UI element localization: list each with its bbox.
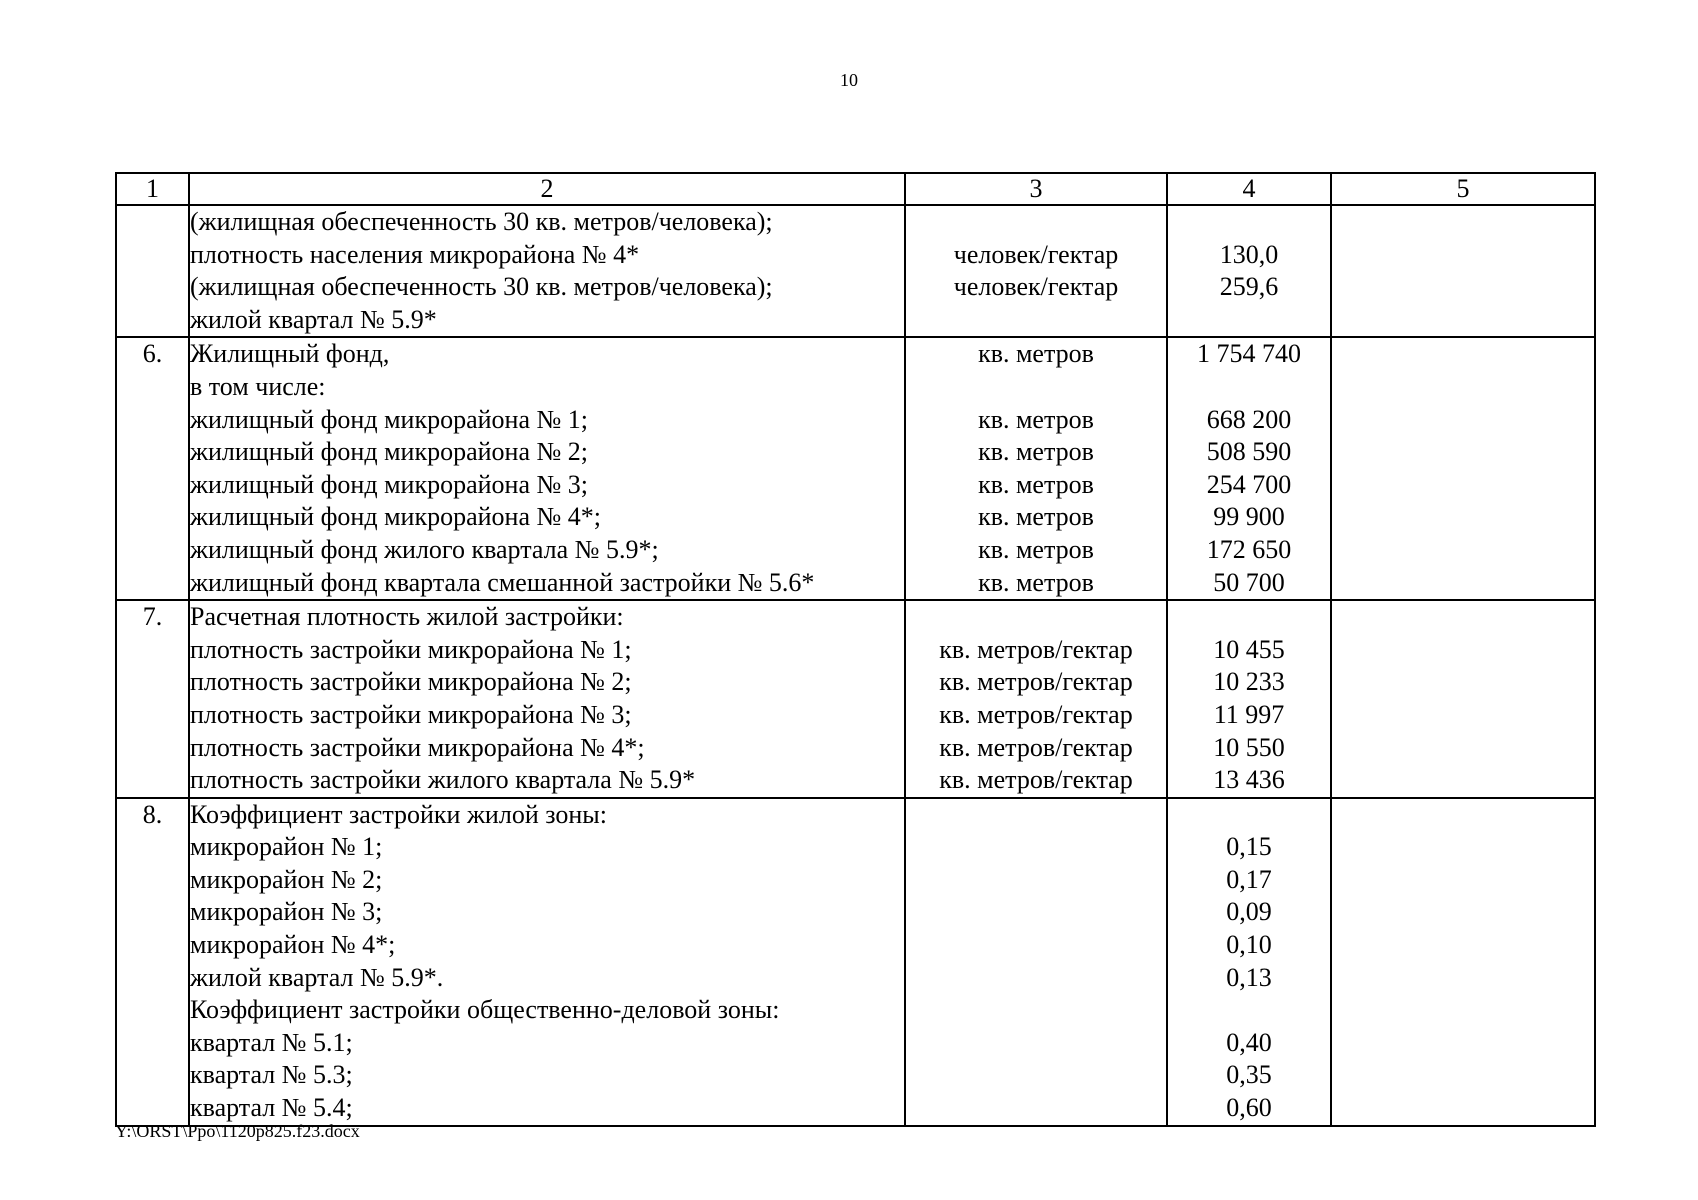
row-number-cell [116, 798, 189, 1126]
indicator-value: 1 754 740 [1197, 339, 1301, 369]
indicator-name: микрорайон № 1; [190, 832, 383, 862]
indicator-name: жилищный фонд микрорайона № 2; [190, 437, 589, 467]
unit-label: кв. метров/гектар [939, 765, 1133, 795]
indicator-name: жилищный фонд микрорайона № 3; [190, 469, 589, 499]
indicator-name: квартал № 5.1; [190, 1027, 353, 1057]
indicator-value: 668 200 [1206, 404, 1292, 434]
indicator-value: 10 455 [1213, 634, 1285, 664]
unit-label: человек/гектар [953, 239, 1119, 269]
table-row [116, 600, 1595, 798]
indicator-value: 508 590 [1206, 437, 1292, 467]
unit-label [906, 304, 1166, 337]
unit-label: кв. метров [978, 567, 1094, 597]
row-number-cell [116, 600, 189, 798]
row-number: 6. [142, 339, 163, 369]
indicator-value: 11 997 [1213, 699, 1285, 729]
row-number-cell [116, 337, 189, 600]
row-number: 8. [142, 799, 163, 829]
indicator-value: 259,6 [1219, 272, 1279, 302]
unit-cell [905, 337, 1167, 600]
unit-label: кв. метров [978, 534, 1094, 564]
unit-label: кв. метров/гектар [939, 634, 1133, 664]
indicator-value: 10 233 [1213, 667, 1285, 697]
indicator-value [1168, 799, 1330, 832]
unit-label: человек/гектар [953, 272, 1119, 302]
value-cell [1167, 798, 1331, 1126]
table-row [116, 337, 1595, 600]
table-body [116, 205, 1595, 1126]
indicator-name: микрорайон № 4*; [190, 930, 396, 960]
row-number: 7. [142, 602, 163, 632]
unit-label: кв. метров/гектар [939, 732, 1133, 762]
unit-label [906, 371, 1166, 404]
indicator-name: Расчетная плотность жилой застройки: [190, 602, 624, 632]
indicator-value: 0,10 [1226, 930, 1272, 960]
value-cell [1167, 600, 1331, 798]
indicator-value: 13 436 [1213, 765, 1285, 795]
indicator-value: 254 700 [1206, 469, 1292, 499]
indicator-name: жилищный фонд квартала смешанной застройки № 5.6* [190, 567, 815, 597]
indicator-value: 172 650 [1206, 534, 1292, 564]
header-cell-4: 4 [1167, 173, 1331, 205]
indicator-name-cell [189, 205, 905, 337]
unit-label [906, 896, 1166, 929]
indicator-value [1168, 206, 1330, 239]
unit-label [906, 831, 1166, 864]
unit-label: кв. метров/гектар [939, 667, 1133, 697]
indicator-value: 99 900 [1213, 502, 1285, 532]
indicator-value [1168, 994, 1330, 1027]
empty-column-5-cell [1331, 337, 1595, 600]
page-number: 10 [840, 70, 858, 90]
table-row [116, 798, 1595, 1126]
unit-label [906, 1059, 1166, 1092]
indicator-value [1168, 601, 1330, 634]
indicator-value: 0,35 [1226, 1060, 1272, 1090]
indicator-name: жилищный фонд микрорайона № 4*; [190, 502, 602, 532]
unit-label [906, 601, 1166, 634]
indicator-name: (жилищная обеспеченность 30 кв. метров/человека); [190, 207, 773, 236]
indicator-name: микрорайон № 3; [190, 897, 383, 927]
indicator-value: 0,15 [1226, 832, 1272, 862]
indicator-name: Коэффициент застройки общественно-деловой зоны: [190, 995, 780, 1025]
value-cell [1167, 337, 1331, 600]
row-number-cell [116, 205, 189, 337]
unit-cell [905, 600, 1167, 798]
unit-label: кв. метров [978, 404, 1094, 434]
indicator-name: Жилищный фонд, [190, 339, 390, 369]
unit-label: кв. метров [978, 502, 1094, 532]
indicator-name: плотность застройки жилого квартала № 5.9* [190, 765, 696, 795]
unit-label [906, 799, 1166, 832]
indicator-value: 0,13 [1226, 962, 1272, 992]
indicator-name: жилищный фонд микрорайона № 1; [190, 404, 589, 434]
indicator-name: в том числе: [190, 371, 326, 401]
empty-column-5-cell [1331, 600, 1595, 798]
indicators-table [115, 172, 1596, 1127]
indicator-name: плотность застройки микрорайона № 3; [190, 699, 632, 729]
indicator-name: Коэффициент застройки жилой зоны: [190, 799, 607, 829]
unit-label [906, 962, 1166, 995]
header-cell-3: 3 [905, 173, 1167, 205]
unit-label [906, 1027, 1166, 1060]
unit-label: кв. метров [978, 437, 1094, 467]
indicator-value: 10 550 [1213, 732, 1285, 762]
unit-label [906, 864, 1166, 897]
empty-column-5-cell [1331, 205, 1595, 337]
unit-cell [905, 205, 1167, 337]
indicator-name: плотность застройки микрорайона № 2; [190, 667, 632, 697]
indicator-name: жилищный фонд жилого квартала № 5.9*; [190, 534, 659, 564]
indicator-name: плотность застройки микрорайона № 1; [190, 634, 632, 664]
unit-label: кв. метров [978, 339, 1094, 369]
indicator-value: 0,40 [1226, 1027, 1272, 1057]
row-number [117, 206, 188, 239]
unit-label [906, 1092, 1166, 1125]
unit-label: кв. метров/гектар [939, 699, 1133, 729]
indicator-name: микрорайон № 2; [190, 864, 383, 894]
indicator-value: 130,0 [1219, 239, 1279, 269]
header-cell-2: 2 [189, 173, 905, 205]
unit-label [906, 994, 1166, 1027]
unit-cell [905, 798, 1167, 1126]
file-path-footer: Y:\ORST\Ppo\1120p825.f23.docx [115, 1121, 360, 1141]
indicator-name-cell [189, 600, 905, 798]
unit-label: кв. метров [978, 469, 1094, 499]
header-cell-1: 1 [116, 173, 189, 205]
indicator-value: 0,17 [1226, 864, 1272, 894]
indicator-name: плотность населения микрорайона № 4* [190, 239, 640, 269]
header-cell-5: 5 [1331, 173, 1595, 205]
indicator-value: 0,60 [1226, 1093, 1272, 1123]
indicator-name: плотность застройки микрорайона № 4*; [190, 732, 645, 762]
indicator-name: квартал № 5.3; [190, 1060, 353, 1090]
empty-column-5-cell [1331, 798, 1595, 1126]
indicator-value [1168, 371, 1330, 404]
indicator-value: 50 700 [1213, 567, 1285, 597]
indicator-value: 0,09 [1226, 897, 1272, 927]
indicator-name: жилой квартал № 5.9*. [190, 962, 444, 992]
value-cell [1167, 205, 1331, 337]
indicator-name-cell [189, 337, 905, 600]
indicator-name: квартал № 5.4; [190, 1093, 353, 1123]
indicator-name-cell [189, 798, 905, 1126]
table-row [116, 205, 1595, 337]
indicator-name: жилой квартал № 5.9* [190, 304, 437, 334]
unit-label [906, 206, 1166, 239]
table-header-row [116, 173, 1595, 205]
indicator-name: (жилищная обеспеченность 30 кв. метров/человека); [190, 272, 773, 302]
indicator-value [1168, 304, 1330, 337]
unit-label [906, 929, 1166, 962]
